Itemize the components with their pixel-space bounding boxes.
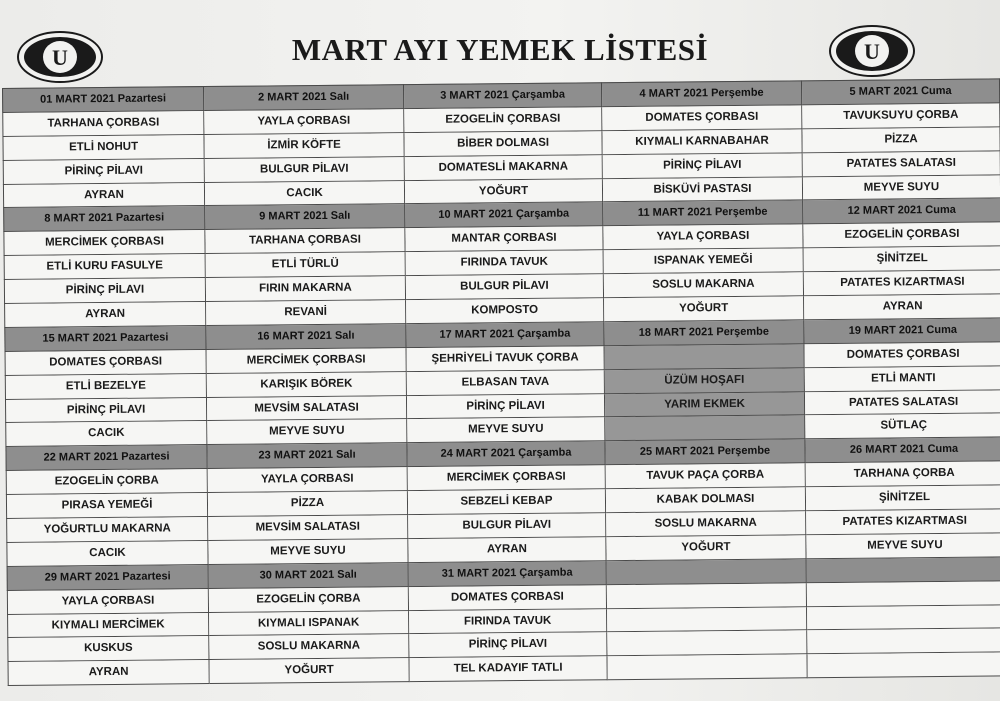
menu-item: BULGUR PİLAVI	[205, 157, 405, 183]
menu-item: AYRAN	[8, 660, 210, 686]
menu-item: MEYVE SUYU	[803, 175, 1000, 201]
menu-item: ISPANAK YEMEĞİ	[604, 249, 804, 275]
menu-item	[605, 344, 805, 370]
menu-item: CACIK	[6, 541, 208, 567]
menu-item: YOĞURT	[210, 658, 410, 684]
menu-item: KUSKUS	[7, 637, 209, 663]
menu-item: DOMATES ÇORBASI	[804, 342, 1000, 368]
menu-item	[607, 583, 807, 609]
menu-item: EZOGELİN ÇORBA	[209, 587, 409, 613]
menu-item	[807, 653, 1000, 679]
menu-item	[607, 607, 807, 633]
svg-text:U: U	[52, 45, 68, 70]
day-header: 24 MART 2021 Çarşamba	[407, 442, 605, 468]
menu-item: PİRİNÇ PİLAVI	[4, 278, 206, 304]
day-header: 25 MART 2021 Perşembe	[605, 440, 805, 466]
menu-item: ŞİNİTZEL	[804, 247, 1000, 273]
day-header: 5 MART 2021 Cuma	[802, 78, 1000, 105]
menu-item: YARIM EKMEK	[605, 392, 805, 418]
header	[0, 0, 1000, 90]
day-header: 22 MART 2021 Pazartesi	[5, 445, 207, 471]
day-header: 26 MART 2021 Cuma	[805, 438, 1000, 464]
menu-item: BİBER DOLMASI	[404, 131, 602, 157]
day-header: 18 MART 2021 Perşembe	[604, 320, 804, 346]
menu-item	[607, 655, 807, 681]
day-header: 16 MART 2021 Salı	[206, 324, 406, 350]
day-header: 29 MART 2021 Pazartesi	[7, 565, 209, 591]
menu-item: KIYMALI KARNABAHAR	[602, 129, 802, 155]
day-header: 2 MART 2021 Salı	[204, 84, 404, 111]
menu-item	[807, 581, 1000, 607]
menu-item: ELBASAN TAVA	[407, 370, 605, 396]
page-title: MART AYI YEMEK LİSTESİ	[291, 32, 709, 67]
menu-item: SOSLU MAKARNA	[606, 511, 806, 537]
menu-item: MERCİMEK ÇORBASI	[3, 230, 205, 256]
menu-item: BULGUR PİLAVI	[408, 513, 606, 539]
menu-item: TAVUK PAÇA ÇORBA	[606, 464, 806, 490]
school-logo-left	[16, 30, 104, 84]
menu-item: PİRİNÇ PİLAVI	[3, 159, 205, 185]
day-header: 12 MART 2021 Cuma	[803, 199, 1000, 225]
menu-item: AYRAN	[408, 537, 606, 563]
menu-item: MEVSİM SALATASI	[207, 396, 407, 422]
menu-item: TARHANA ÇORBASI	[205, 228, 405, 254]
menu-item: ETLİ KURU FASULYE	[4, 254, 206, 280]
menu-item: REVANİ	[206, 300, 406, 326]
menu-item: YAYLA ÇORBASI	[7, 589, 209, 615]
menu-item: PATATES KIZARTMASI	[806, 509, 1000, 535]
day-header	[607, 559, 807, 585]
menu-item	[807, 629, 1000, 655]
menu-item: PİZZA	[208, 491, 408, 517]
menu-item: KIYMALI MERCİMEK	[7, 613, 209, 639]
menu-item: FIRIN MAKARNA	[206, 276, 406, 302]
day-header: 31 MART 2021 Çarşamba	[409, 561, 607, 587]
menu-item: MANTAR ÇORBASI	[405, 227, 603, 253]
menu-item: YAYLA ÇORBASI	[208, 467, 408, 493]
day-header: 15 MART 2021 Pazartesi	[4, 326, 206, 352]
day-header: 01 MART 2021 Pazartesi	[2, 86, 204, 113]
menu-item: KARIŞIK BÖREK	[207, 372, 407, 398]
menu-item: YAYLA ÇORBASI	[204, 109, 404, 135]
menu-item: YOĞURT	[606, 535, 806, 561]
menu-item: FIRINDA TAVUK	[406, 250, 604, 276]
menu-item: İZMİR KÖFTE	[204, 133, 404, 159]
menu-item	[605, 416, 805, 442]
day-header: 23 MART 2021 Salı	[207, 443, 407, 469]
menu-item: PİZZA	[802, 127, 1000, 153]
day-header: 8 MART 2021 Pazartesi	[3, 207, 205, 233]
menu-item	[607, 631, 807, 657]
menu-item: PİRİNÇ PİLAVI	[603, 153, 803, 179]
menu-item: MERCİMEK ÇORBASI	[207, 348, 407, 374]
menu-item: YOĞURTLU MAKARNA	[6, 517, 208, 543]
menu-item: AYRAN	[4, 302, 206, 328]
menu-item: PİRİNÇ PİLAVI	[407, 394, 605, 420]
day-header: 4 MART 2021 Perşembe	[602, 80, 802, 107]
menu-item: KIYMALI ISPANAK	[209, 611, 409, 637]
menu-item: ETLİ TÜRLÜ	[206, 252, 406, 278]
day-header: 30 MART 2021 Salı	[209, 563, 409, 589]
menu-item: TARHANA ÇORBASI	[2, 111, 204, 137]
menu-item: MEVSİM SALATASI	[208, 515, 408, 541]
menu-item: MERCİMEK ÇORBASI	[408, 465, 606, 491]
menu-item: CACIK	[5, 422, 207, 448]
school-logo-right	[828, 24, 916, 78]
menu-item: FIRINDA TAVUK	[409, 609, 607, 635]
menu-item: DOMATES ÇORBASI	[5, 350, 207, 376]
day-header: 19 MART 2021 Cuma	[804, 318, 1000, 344]
day-header: 10 MART 2021 Çarşamba	[405, 203, 603, 229]
day-header: 9 MART 2021 Salı	[205, 205, 405, 231]
day-header: 3 MART 2021 Çarşamba	[404, 82, 602, 109]
menu-item: AYRAN	[804, 294, 1000, 320]
menu-item: PATATES SALATASI	[805, 390, 1000, 416]
svg-text:U: U	[864, 39, 880, 64]
menu-item: MEYVE SUYU	[207, 420, 407, 446]
menu-item: BULGUR PİLAVI	[406, 274, 604, 300]
menu-item: ETLİ BEZELYE	[5, 374, 207, 400]
menu-item: TAVUKSUYU ÇORBA	[802, 103, 1000, 129]
menu-item: DOMATESLİ MAKARNA	[405, 155, 603, 181]
menu-item: MEYVE SUYU	[806, 533, 1000, 559]
menu-item: DOMATES ÇORBASI	[409, 585, 607, 611]
menu-item: SOSLU MAKARNA	[209, 635, 409, 661]
menu-item: DOMATES ÇORBASI	[602, 105, 802, 131]
menu-item: YAYLA ÇORBASI	[603, 225, 803, 251]
menu-item: CACIK	[205, 181, 405, 207]
menu-item: ŞİNİTZEL	[806, 486, 1000, 512]
day-header	[807, 557, 1000, 583]
menu-item: ETLİ NOHUT	[2, 135, 204, 161]
menu-item: YOĞURT	[604, 296, 804, 322]
menu-item: SOSLU MAKARNA	[604, 272, 804, 298]
menu-item: TEL KADAYIF TATLI	[409, 657, 607, 683]
day-header: 11 MART 2021 Perşembe	[603, 201, 803, 227]
menu-item: ÜZÜM HOŞAFI	[605, 368, 805, 394]
menu-item: MEYVE SUYU	[407, 418, 605, 444]
menu-item: AYRAN	[3, 183, 205, 209]
menu-item: SÜTLAÇ	[805, 414, 1000, 440]
menu-item: PIRASA YEMEĞİ	[6, 493, 208, 519]
day-header: 17 MART 2021 Çarşamba	[406, 322, 604, 348]
menu-item: EZOGELİN ÇORBA	[6, 469, 208, 495]
menu-item: ŞEHRİYELİ TAVUK ÇORBA	[407, 346, 605, 372]
menu-item: PATATES KIZARTMASI	[804, 271, 1000, 297]
menu-item: EZOGELİN ÇORBASI	[803, 223, 1000, 249]
menu-item: PATATES SALATASI	[803, 151, 1000, 177]
menu-item: PİRİNÇ PİLAVI	[409, 633, 607, 659]
menu-item: YOĞURT	[405, 179, 603, 205]
menu-item: KOMPOSTO	[406, 298, 604, 324]
menu-item	[807, 605, 1000, 631]
menu-item: EZOGELİN ÇORBASI	[404, 107, 602, 133]
menu-table	[2, 78, 1000, 686]
menu-item: SEBZELİ KEBAP	[408, 489, 606, 515]
menu-item: BİSKÜVİ PASTASI	[603, 177, 803, 203]
menu-item: MEYVE SUYU	[208, 539, 408, 565]
menu-item: PİRİNÇ PİLAVI	[5, 398, 207, 424]
menu-item: KABAK DOLMASI	[606, 487, 806, 513]
menu-item: ETLİ MANTI	[805, 366, 1000, 392]
menu-item: TARHANA ÇORBA	[806, 462, 1000, 488]
